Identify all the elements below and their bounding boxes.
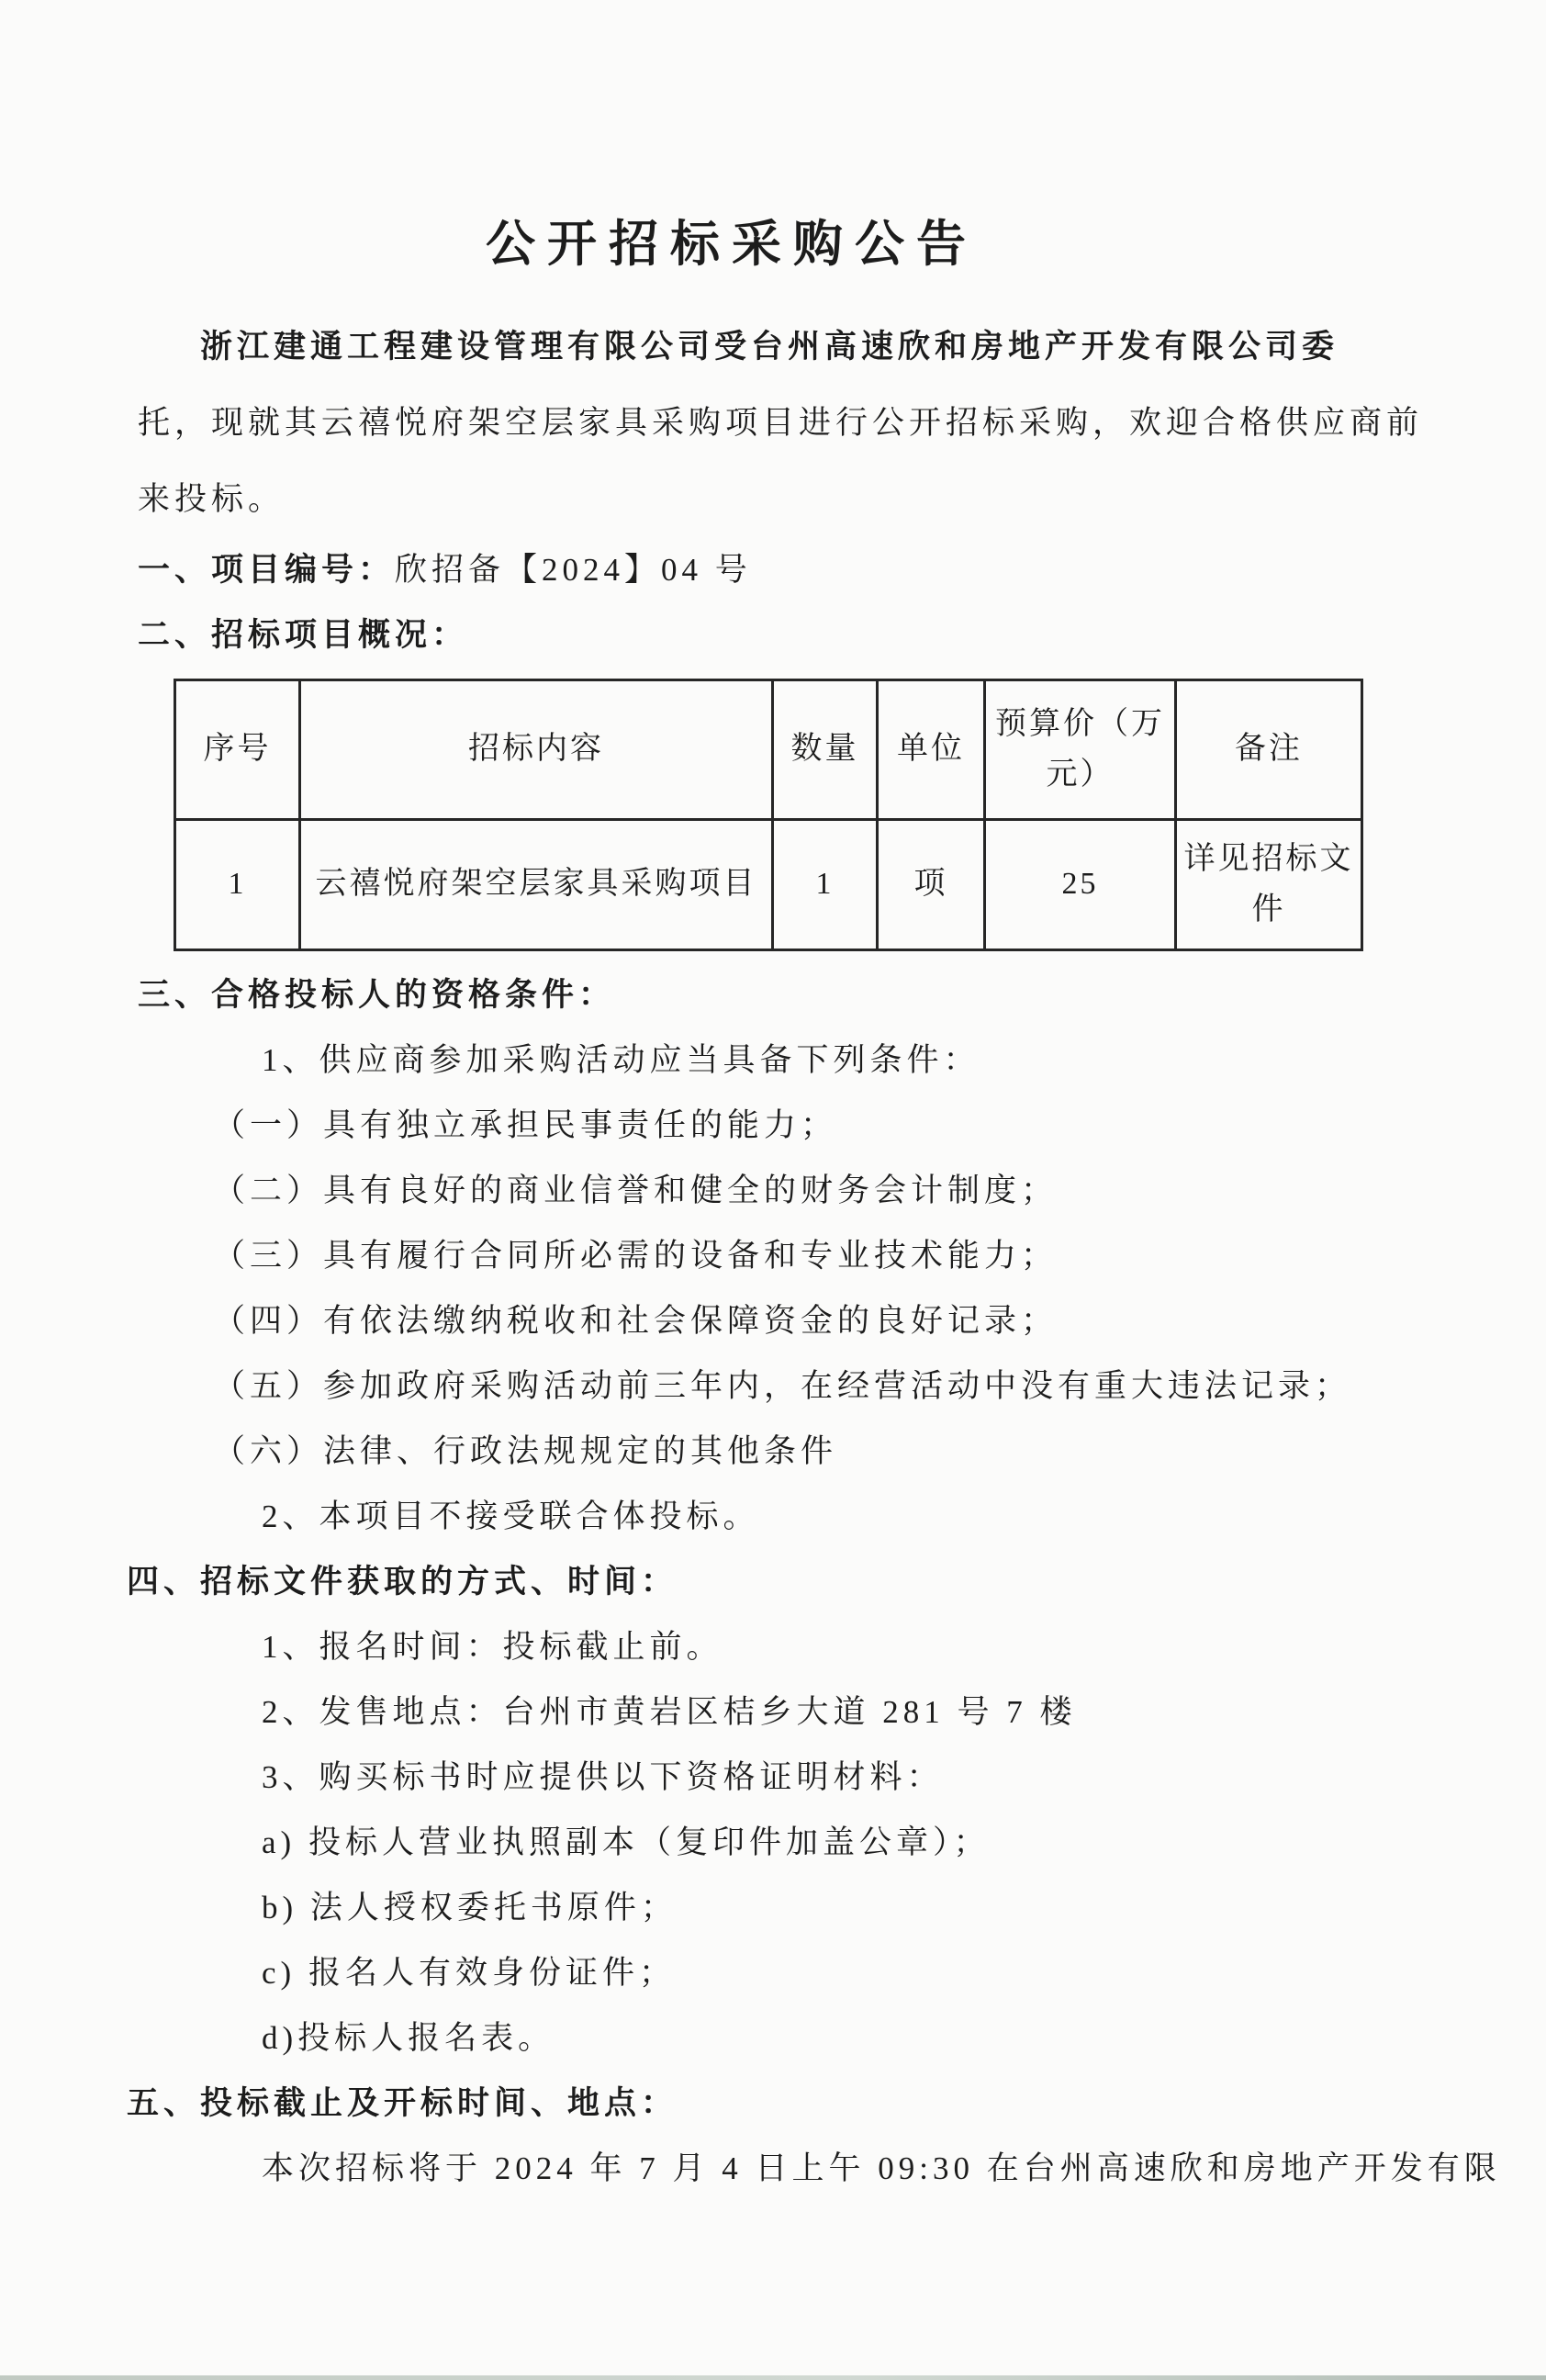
intro-paragraph	[0, 309, 1546, 537]
remark-cell: 详见招标文件	[1176, 820, 1362, 950]
material-item-a: a) 投标人营业执照副本（复印件加盖公章）；	[262, 1824, 991, 1860]
document-title: 公开招标采购公告	[486, 217, 978, 272]
material-item-d: d)投标人报名表。	[262, 2020, 555, 2056]
budget-cell: 25	[985, 820, 1176, 950]
bid-overview-table	[174, 679, 1363, 951]
section-4-heading: 四、招标文件获取的方式、时间：	[127, 1564, 678, 1600]
opening-time-text: 本次招标将于 2024 年 7 月 4 日上午 09:30 在台州高速欣和房地产开发有限	[262, 2150, 1501, 2186]
intro-line-2: 托，现就其云禧悦府架空层家具采购项目进行公开招标采购，欢迎合格供应商前	[138, 405, 1424, 441]
table-header-row	[175, 680, 1362, 820]
quantity-cell: 1	[773, 820, 878, 950]
qualification-item-2: （二）具有良好的商业信誉和健全的财务会计制度；	[213, 1173, 1059, 1208]
intro-line-1: 浙江建通工程建设管理有限公司受台州高速欣和房地产开发有限公司委	[200, 329, 1339, 365]
qualification-item-3: （三）具有履行合同所必需的设备和专业技术能力；	[213, 1238, 1059, 1274]
column-header-serial: 序号	[175, 680, 300, 820]
qualification-item-1: （一）具有独立承担民事责任的能力；	[213, 1107, 838, 1143]
section-1-heading	[0, 537, 1546, 602]
project-number-value: 欣招备【2024】04 号	[395, 552, 752, 588]
column-header-unit: 单位	[878, 680, 985, 820]
scan-bottom-edge	[0, 2375, 1546, 2380]
section-2-heading: 二、招标项目概况：	[138, 617, 469, 653]
column-header-remark: 备注	[1176, 680, 1362, 820]
no-consortium-note: 2、本项目不接受联合体投标。	[262, 1499, 760, 1534]
materials-intro-item: 3、购买标书时应提供以下资格证明材料：	[262, 1759, 944, 1795]
intro-line-3: 来投标。	[138, 481, 286, 517]
column-header-content: 招标内容	[300, 680, 773, 820]
serial-number-cell: 1	[175, 820, 300, 950]
qualification-intro: 1、供应商参加采购活动应当具备下列条件：	[262, 1042, 980, 1078]
material-item-b: b) 法人授权委托书原件；	[262, 1890, 678, 1925]
content-cell: 云禧悦府架空层家具采购项目	[300, 820, 773, 950]
unit-cell: 项	[878, 820, 985, 950]
section-5-heading: 五、投标截止及开标时间、地点：	[127, 2085, 678, 2121]
sale-location-item: 2、发售地点：台州市黄岩区桔乡大道 281 号 7 楼	[262, 1694, 1077, 1730]
column-header-budget: 预算价（万元）	[985, 680, 1176, 820]
qualification-item-5: （五）参加政府采购活动前三年内，在经营活动中没有重大违法记录；	[213, 1368, 1352, 1404]
table-row	[175, 820, 1362, 950]
section-3-heading: 三、合格投标人的资格条件：	[138, 977, 616, 1013]
material-item-c: c) 报名人有效身份证件；	[262, 1955, 676, 1991]
project-number-label: 一、项目编号：	[138, 552, 396, 588]
column-header-quantity: 数量	[773, 680, 878, 820]
qualification-item-6: （六）法律、行政法规规定的其他条件	[213, 1433, 838, 1469]
qualification-item-4: （四）有依法缴纳税收和社会保障资金的良好记录；	[213, 1303, 1059, 1339]
registration-time-item: 1、报名时间：投标截止前。	[262, 1629, 723, 1665]
